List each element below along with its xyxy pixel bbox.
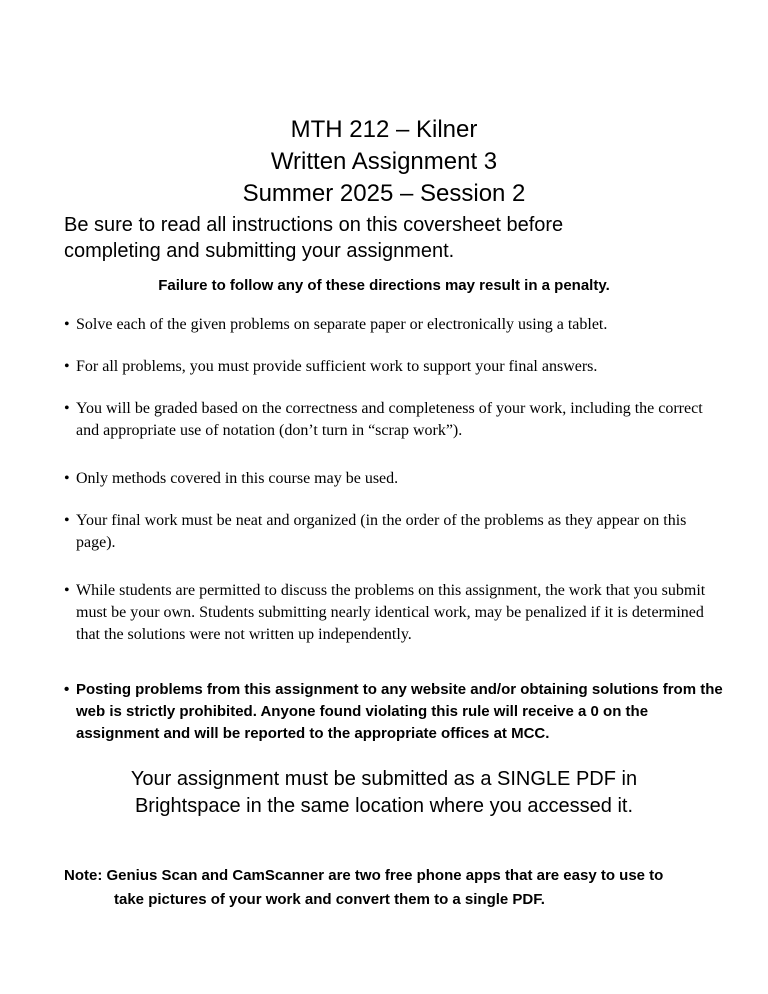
note-line: take pictures of your work and convert them to a single PDF. bbox=[114, 891, 545, 908]
title-line: Summer 2025 – Session 2 bbox=[242, 180, 526, 207]
note bbox=[64, 864, 724, 912]
submission-line: Brightspace in the same location where you accessed it. bbox=[134, 795, 634, 817]
bullet-text: Only methods covered in this course may be used. bbox=[76, 470, 399, 487]
bullet-item bbox=[64, 580, 726, 646]
bullet-text: Your final work must be neat and organized (in the order of the problems as they appear on this page). bbox=[76, 512, 687, 551]
bullet-icon: • bbox=[64, 512, 70, 529]
bullet-item bbox=[64, 468, 726, 490]
bullet-item-prohibition bbox=[64, 679, 726, 745]
penalty-warning: Failure to follow any of these directions may result in a penalty. bbox=[158, 277, 610, 294]
bullet-text: Solve each of the given problems on separate paper or electronically using a tablet. bbox=[76, 316, 608, 333]
heading-line: Be sure to read all instructions on this coversheet before bbox=[64, 214, 564, 236]
bullet-icon: • bbox=[64, 681, 70, 698]
submission-line: Your assignment must be submitted as a SINGLE PDF in bbox=[130, 768, 638, 790]
title-line: Written Assignment 3 bbox=[270, 148, 498, 175]
document-title bbox=[0, 114, 768, 210]
bullet-text: While students are permitted to discuss the problems on this assignment, the work that you submit must be your own. Students submitting nearly identical work, may be penalized if it is determined that the solutions were not written up independently. bbox=[76, 582, 706, 643]
heading-line: completing and submitting your assignment. bbox=[64, 240, 455, 262]
note-line: Note: Genius Scan and CamScanner are two free phone apps that are easy to use to bbox=[64, 867, 664, 884]
bullet-icon: • bbox=[64, 316, 70, 333]
bullet-item bbox=[64, 314, 726, 336]
bullet-icon: • bbox=[64, 358, 70, 375]
bullet-icon: • bbox=[64, 400, 70, 417]
bullet-text: For all problems, you must provide sufficient work to support your final answers. bbox=[76, 358, 598, 375]
instructions-heading bbox=[64, 212, 724, 264]
bullet-item bbox=[64, 398, 726, 442]
title-line: MTH 212 – Kilner bbox=[290, 116, 478, 143]
bullet-icon: • bbox=[64, 582, 70, 599]
bullet-text: You will be graded based on the correctness and completeness of your work, including the correct and appropriate use of notation (don’t turn in “scrap work”). bbox=[76, 400, 703, 439]
bullet-icon: • bbox=[64, 470, 70, 487]
bullet-item bbox=[64, 356, 726, 378]
bullet-text: Posting problems from this assignment to any website and/or obtaining solutions from the web is strictly prohibited. Anyone found violating this rule will receive a 0 on the assignment and will be reported to the appropriate offices at MCC. bbox=[76, 681, 723, 742]
submission-instructions bbox=[0, 766, 768, 820]
bullet-item bbox=[64, 510, 726, 554]
